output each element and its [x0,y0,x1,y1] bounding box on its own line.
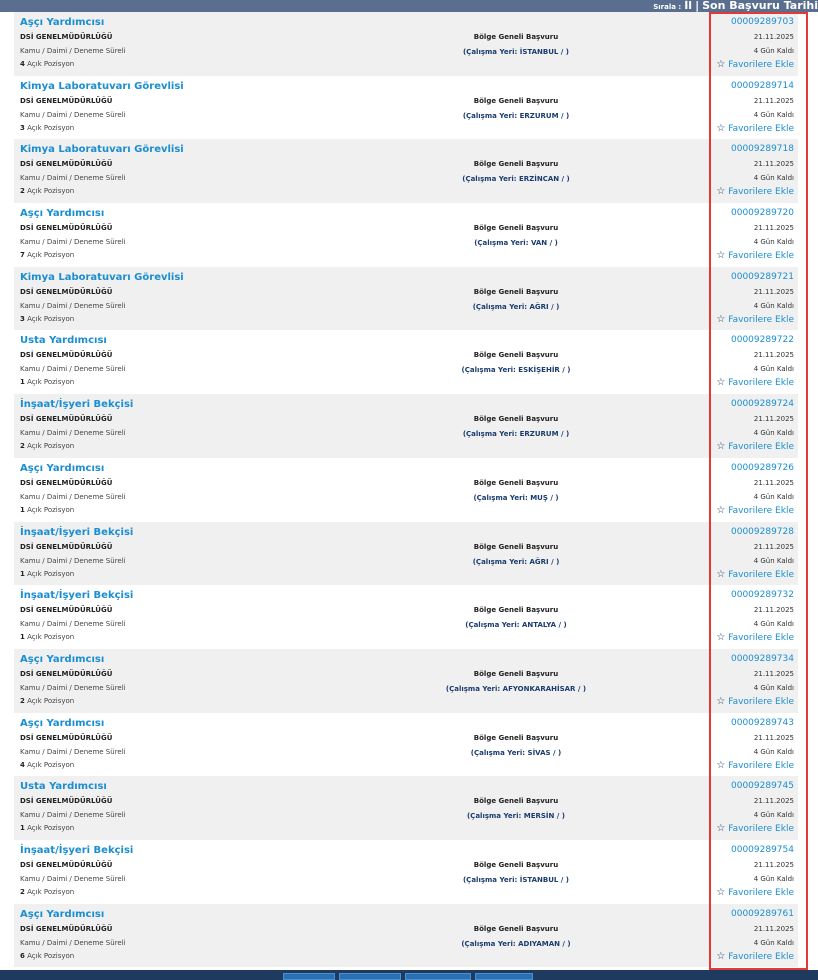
organization-name: DSİ GENELMÜDÜRLÜĞÜ [20,351,113,360]
listing-meta [716,17,794,70]
organization-name: DSİ GENELMÜDÜRLÜĞÜ [20,478,113,487]
open-positions-count: 1 [20,378,25,387]
open-positions-label: Açık Pozisyon [27,251,75,260]
job-title-link[interactable]: Aşçı Yardımcısı [20,208,105,220]
add-to-favorites-label: Favorilere Ekle [728,824,794,835]
open-positions-count: 4 [20,60,25,68]
open-positions-count: 1 [20,505,25,514]
open-positions [20,633,74,641]
open-positions-label: Açık Pozisyon [27,951,75,960]
region-label: Bölge Geneli Başvuru [473,287,559,296]
employment-type: Kamu / Daimi / Deneme Süreli [20,811,126,820]
add-to-favorites-button[interactable] [716,696,794,707]
work-location: (Çalışma Yeri: ERZURUM / ) [462,430,570,439]
work-location: (Çalışma Yeri: AĞRI / ) [472,557,560,566]
open-positions-label: Açık Pozisyon [27,442,75,451]
region-label: Bölge Geneli Başvuru [473,478,559,487]
star-outline-icon: ☆ [716,886,726,898]
application-scope [366,543,666,566]
add-to-favorites-button[interactable] [716,951,794,962]
listing-meta [716,81,794,134]
job-title-link[interactable]: Kimya Laboratuvarı Görevlisi [20,80,184,92]
job-listing-row [14,713,798,777]
organization-name: DSİ GENELMÜDÜRLÜĞÜ [20,860,113,869]
deadline-date: 21.11.2025 [753,606,794,615]
star-outline-icon: ☆ [716,950,726,962]
open-positions [20,187,74,195]
deadline-date: 21.11.2025 [753,96,794,105]
days-remaining: 4 Gün Kaldı [753,938,794,947]
organization-name: DSİ GENELMÜDÜRLÜĞÜ [20,924,113,933]
open-positions [20,506,74,514]
open-positions-label: Açık Pozisyon [27,187,75,196]
application-scope [366,479,666,502]
add-to-favorites-button[interactable] [716,569,794,580]
open-positions-count: 4 [20,760,25,769]
listing-meta [716,654,794,707]
open-positions-count: 2 [20,696,25,705]
job-title-link[interactable]: İnşaat/İşyeri Bekçisi [20,844,134,856]
days-remaining: 4 Gün Kaldı [753,110,794,119]
region-label: Bölge Geneli Başvuru [473,733,559,742]
star-outline-icon: ☆ [716,568,726,580]
employment-type: Kamu / Daimi / Deneme Süreli [20,938,126,947]
days-remaining: 4 Gün Kaldı [753,620,794,629]
deadline-date: 21.11.2025 [753,160,794,169]
open-positions-label: Açık Pozisyon [27,696,75,705]
star-outline-icon: ☆ [716,695,726,707]
listing-id-link[interactable]: 00009289726 [731,462,794,473]
open-positions-count: 1 [20,633,25,642]
days-remaining: 4 Gün Kaldı [753,365,794,374]
listing-meta [716,399,794,452]
work-location: (Çalışma Yeri: ERZİNCAN / ) [462,175,570,184]
star-outline-icon: ☆ [716,313,726,325]
job-listing-row [14,203,798,267]
organization-name: DSİ GENELMÜDÜRLÜĞÜ [20,96,113,105]
deadline-date: 21.11.2025 [753,542,794,551]
job-title-link[interactable]: Aşçı Yardımcısı [20,908,105,920]
listing-id-link[interactable]: 00009289745 [731,781,794,792]
listing-id-link[interactable]: 00009289734 [731,653,794,664]
add-to-favorites-button[interactable] [716,186,794,197]
job-title-link[interactable]: İnşaat/İşyeri Bekçisi [20,590,134,602]
open-positions-count: 2 [20,887,25,896]
job-title-link[interactable]: Aşçı Yardımcısı [20,462,105,474]
deadline-date: 21.11.2025 [753,478,794,487]
region-label: Bölge Geneli Başvuru [473,224,559,233]
listing-id-link[interactable]: 00009289722 [731,335,794,346]
employment-type: Kamu / Daimi / Deneme Süreli [20,365,126,374]
work-location: (Çalışma Yeri: ESKİŞEHİR / ) [461,366,571,375]
work-location: (Çalışma Yeri: ADIYAMAN / ) [461,939,571,948]
work-location: (Çalışma Yeri: AFYONKARAHİSAR / ) [445,684,587,693]
listing-id-link[interactable]: 00009289714 [731,80,794,91]
star-outline-icon: ☆ [716,823,726,835]
add-to-favorites-button[interactable] [716,760,794,771]
organization-name: DSİ GENELMÜDÜRLÜĞÜ [20,669,113,678]
star-outline-icon: ☆ [716,186,726,198]
organization-name: DSİ GENELMÜDÜRLÜĞÜ [20,287,113,296]
job-listing-row [14,330,798,394]
open-positions [20,251,74,259]
listing-meta [716,272,794,325]
listing-meta [716,144,794,197]
open-positions [20,60,74,68]
listing-meta [716,845,794,898]
job-listing-list [0,12,818,967]
listing-meta [716,781,794,834]
region-label: Bölge Geneli Başvuru [473,351,559,360]
star-outline-icon: ☆ [716,441,726,453]
organization-name: DSİ GENELMÜDÜRLÜĞÜ [20,160,113,169]
add-to-favorites-button[interactable] [716,823,794,834]
deadline-date: 21.11.2025 [753,797,794,806]
employment-type: Kamu / Daimi / Deneme Süreli [20,492,126,501]
days-remaining: 4 Gün Kaldı [753,492,794,501]
employment-type: Kamu / Daimi / Deneme Süreli [20,556,126,565]
add-to-favorites-label: Favorilere Ekle [728,187,794,198]
star-outline-icon: ☆ [716,250,726,262]
open-positions-label: Açık Pozisyon [27,887,75,896]
add-to-favorites-button[interactable] [716,314,794,325]
open-positions [20,315,74,323]
listing-id-link[interactable]: 00009289721 [731,271,794,282]
add-to-favorites-label: Favorilere Ekle [728,123,794,134]
open-positions-count: 1 [20,569,25,578]
listing-meta [716,909,794,962]
region-label: Bölge Geneli Başvuru [473,669,559,678]
application-scope [366,734,666,757]
open-positions [20,952,74,960]
deadline-date: 21.11.2025 [753,415,794,424]
add-to-favorites-button[interactable] [716,441,794,452]
application-scope [366,797,666,820]
days-remaining: 4 Gün Kaldı [753,747,794,756]
add-to-favorites-label: Favorilere Ekle [728,251,794,262]
deadline-date: 21.11.2025 [753,351,794,360]
employment-type: Kamu / Daimi / Deneme Süreli [20,747,126,756]
job-listing-row [14,840,798,904]
days-remaining: 4 Gün Kaldı [753,811,794,820]
add-to-favorites-label: Favorilere Ekle [728,887,794,898]
region-label: Bölge Geneli Başvuru [473,606,559,615]
add-to-favorites-button[interactable] [716,505,794,516]
listing-id-link[interactable]: 00009289754 [731,844,794,855]
sort-bar [0,0,818,12]
star-outline-icon: ☆ [716,504,726,516]
open-positions [20,570,74,578]
star-outline-icon: ☆ [716,377,726,389]
add-to-favorites-button[interactable] [716,632,794,643]
add-to-favorites-label: Favorilere Ekle [728,760,794,771]
listing-id-link[interactable]: 00009289761 [731,908,794,919]
work-location: (Çalışma Yeri: MERSİN / ) [466,812,565,821]
region-label: Bölge Geneli Başvuru [473,542,559,551]
open-positions-count: 7 [20,251,25,260]
days-remaining: 4 Gün Kaldı [753,874,794,883]
add-to-favorites-label: Favorilere Ekle [728,505,794,516]
listing-meta [716,527,794,580]
deadline-date: 21.11.2025 [753,287,794,296]
job-listing-row [14,76,798,140]
open-positions-count: 2 [20,442,25,451]
employment-type: Kamu / Daimi / Deneme Süreli [20,874,126,883]
region-label: Bölge Geneli Başvuru [473,924,559,933]
job-listing-row [14,776,798,840]
days-remaining: 4 Gün Kaldı [753,429,794,438]
deadline-date: 21.11.2025 [753,733,794,742]
star-outline-icon: ☆ [716,59,726,70]
listing-id-link[interactable]: 00009289732 [731,590,794,601]
job-listing-row [14,458,798,522]
listing-id-link[interactable]: 00009289703 [731,17,794,27]
open-positions-label: Açık Pozisyon [27,505,75,514]
application-scope [366,351,666,374]
application-scope [366,288,666,311]
region-label: Bölge Geneli Başvuru [473,160,559,169]
job-title-link[interactable]: Aşçı Yardımcısı [20,653,105,665]
open-positions [20,888,74,896]
days-remaining: 4 Gün Kaldı [753,556,794,565]
add-to-favorites-label: Favorilere Ekle [728,633,794,644]
application-scope [366,33,666,56]
work-location: (Çalışma Yeri: İSTANBUL / ) [462,875,569,884]
listing-id-link[interactable]: 00009289728 [731,526,794,537]
open-positions-label: Açık Pozisyon [27,314,75,323]
listing-meta [716,463,794,516]
deadline-date: 21.11.2025 [753,33,794,41]
listing-meta [716,590,794,643]
days-remaining: 4 Gün Kaldı [753,174,794,183]
region-label: Bölge Geneli Başvuru [473,860,559,869]
job-listing-row [14,522,798,586]
open-positions-count: 6 [20,951,25,960]
deadline-date: 21.11.2025 [753,860,794,869]
pager-button-2[interactable] [339,973,401,980]
work-location: (Çalışma Yeri: İSTANBUL / ) [462,48,569,56]
days-remaining: 4 Gün Kaldı [753,683,794,692]
days-remaining: 4 Gün Kaldı [753,238,794,247]
open-positions-count: 3 [20,123,25,132]
add-to-favorites-label: Favorilere Ekle [728,314,794,325]
deadline-date: 21.11.2025 [753,669,794,678]
open-positions-label: Açık Pozisyon [27,760,75,769]
listing-id-link[interactable]: 00009289720 [731,208,794,219]
employment-type: Kamu / Daimi / Deneme Süreli [20,174,126,183]
open-positions [20,761,74,769]
application-scope [366,160,666,183]
listing-id-link[interactable]: 00009289718 [731,144,794,155]
organization-name: DSİ GENELMÜDÜRLÜĞÜ [20,797,113,806]
add-to-favorites-label: Favorilere Ekle [728,378,794,389]
listing-meta [716,335,794,388]
job-title-link[interactable]: Usta Yardımcısı [20,781,107,793]
open-positions [20,124,74,132]
open-positions-label: Açık Pozisyon [27,824,75,833]
add-to-favorites-button[interactable] [716,250,794,261]
add-to-favorites-button[interactable] [716,123,794,134]
job-listing-row [14,649,798,713]
add-to-favorites-label: Favorilere Ekle [728,60,794,70]
job-title-link[interactable]: Aşçı Yardımcısı [20,717,105,729]
open-positions-label: Açık Pozisyon [27,569,75,578]
region-label: Bölge Geneli Başvuru [473,415,559,424]
sort-separator: | [695,0,700,12]
application-scope [366,861,666,884]
star-outline-icon: ☆ [716,632,726,644]
job-listing-row [14,139,798,203]
application-scope [366,606,666,629]
add-to-favorites-label: Favorilere Ekle [728,696,794,707]
open-positions [20,378,74,386]
work-location: (Çalışma Yeri: AĞRI / ) [472,302,560,311]
work-location: (Çalışma Yeri: MUŞ / ) [473,493,559,502]
region-label: Bölge Geneli Başvuru [473,33,559,41]
organization-name: DSİ GENELMÜDÜRLÜĞÜ [20,33,113,41]
listing-meta [716,718,794,771]
open-positions-count: 1 [20,824,25,833]
application-scope [366,925,666,948]
job-listing-row [14,585,798,649]
organization-name: DSİ GENELMÜDÜRLÜĞÜ [20,542,113,551]
job-title-link[interactable]: Aşçı Yardımcısı [20,17,105,28]
add-to-favorites-label: Favorilere Ekle [728,569,794,580]
open-positions [20,697,74,705]
job-title-link[interactable]: İnşaat/İşyeri Bekçisi [20,399,134,411]
add-to-favorites-label: Favorilere Ekle [728,442,794,453]
star-outline-icon: ☆ [716,759,726,771]
work-location: (Çalışma Yeri: ANTALYA / ) [465,621,567,630]
employment-type: Kamu / Daimi / Deneme Süreli [20,238,126,247]
employment-type: Kamu / Daimi / Deneme Süreli [20,110,126,119]
open-positions [20,442,74,450]
work-location: (Çalışma Yeri: SİVAS / ) [470,748,562,757]
pager-button-4[interactable] [475,973,533,980]
application-scope [366,224,666,247]
days-remaining: 4 Gün Kaldı [753,301,794,310]
listing-id-link[interactable]: 00009289743 [731,717,794,728]
employment-type: Kamu / Daimi / Deneme Süreli [20,429,126,438]
job-listing-row [14,267,798,331]
add-to-favorites-button[interactable] [716,887,794,898]
deadline-date: 21.11.2025 [753,224,794,233]
open-positions-label: Açık Pozisyon [27,633,75,642]
sort-by-city-link[interactable]: İl [684,0,693,12]
employment-type: Kamu / Daimi / Deneme Süreli [20,683,126,692]
application-scope [366,97,666,120]
region-label: Bölge Geneli Başvuru [473,96,559,105]
job-title-link[interactable]: Usta Yardımcısı [20,335,107,347]
open-positions-count: 3 [20,314,25,323]
deadline-date: 21.11.2025 [753,924,794,933]
application-scope [366,415,666,438]
work-location: (Çalışma Yeri: VAN / ) [474,239,558,248]
add-to-favorites-button[interactable] [716,377,794,388]
application-scope [366,670,666,693]
open-positions-label: Açık Pozisyon [27,60,75,68]
open-positions-label: Açık Pozisyon [27,123,75,132]
region-label: Bölge Geneli Başvuru [473,797,559,806]
sort-by-deadline-link[interactable]: Son Başvuru Tarihi [702,0,818,12]
organization-name: DSİ GENELMÜDÜRLÜĞÜ [20,415,113,424]
work-location: (Çalışma Yeri: ERZURUM / ) [462,111,570,120]
open-positions-count: 2 [20,187,25,196]
job-title-link[interactable]: İnşaat/İşyeri Bekçisi [20,526,134,538]
add-to-favorites-button[interactable] [716,59,794,70]
organization-name: DSİ GENELMÜDÜRLÜĞÜ [20,733,113,742]
sort-label: Sırala : [653,3,682,11]
add-to-favorites-label: Favorilere Ekle [728,951,794,962]
job-title-link[interactable]: Kimya Laboratuvarı Görevlisi [20,144,184,156]
job-listing-row [14,394,798,458]
open-positions [20,824,74,832]
job-title-link[interactable]: Kimya Laboratuvarı Görevlisi [20,271,184,283]
open-positions-label: Açık Pozisyon [27,378,75,387]
star-outline-icon: ☆ [716,122,726,134]
employment-type: Kamu / Daimi / Deneme Süreli [20,301,126,310]
organization-name: DSİ GENELMÜDÜRLÜĞÜ [20,606,113,615]
organization-name: DSİ GENELMÜDÜRLÜĞÜ [20,224,113,233]
listing-id-link[interactable]: 00009289724 [731,399,794,410]
pager-button-3[interactable] [405,973,471,980]
employment-type: Kamu / Daimi / Deneme Süreli [20,620,126,629]
days-remaining: 4 Gün Kaldı [753,47,794,55]
job-listing-row [14,12,798,76]
job-listing-row [14,904,798,968]
employment-type: Kamu / Daimi / Deneme Süreli [20,47,126,55]
pager-button-1[interactable] [283,973,335,980]
listing-meta [716,208,794,261]
